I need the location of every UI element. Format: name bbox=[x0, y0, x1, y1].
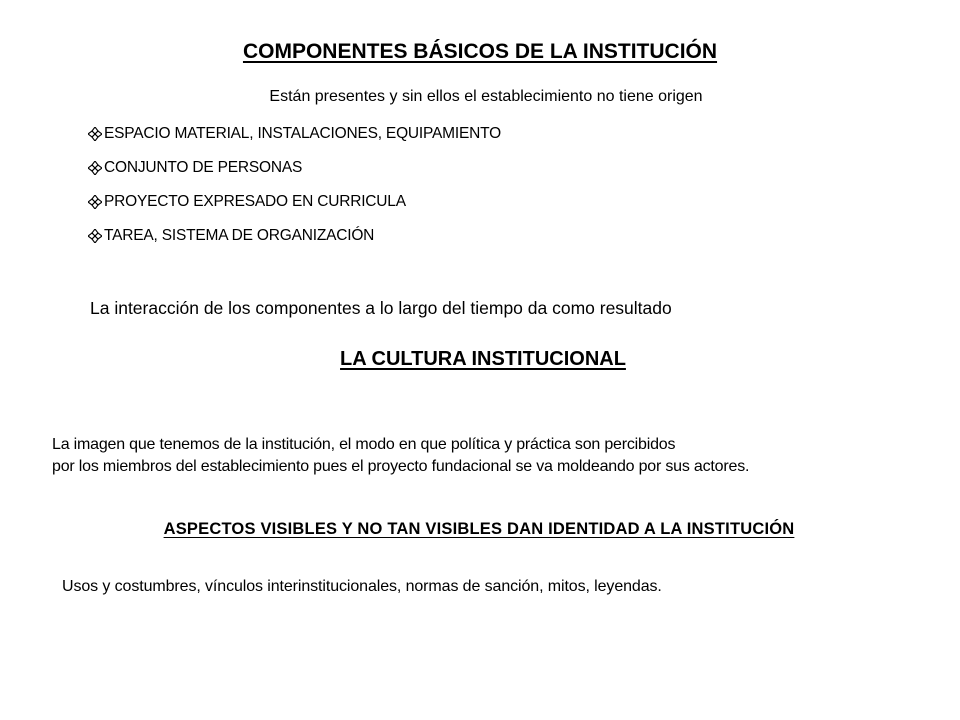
uses-text: Usos y costumbres, vínculos interinstitucionales, normas de sanción, mitos, leyendas. bbox=[62, 578, 662, 595]
image-paragraph bbox=[52, 434, 952, 478]
list-item bbox=[88, 226, 501, 260]
list-item bbox=[88, 158, 501, 192]
diamond-bullet-icon bbox=[88, 127, 102, 141]
list-item bbox=[88, 124, 501, 158]
list-item-text: TAREA, SISTEMA DE ORGANIZACIÓN bbox=[104, 227, 375, 244]
culture-title: LA CULTURA INSTITUCIONAL bbox=[340, 348, 626, 370]
image-paragraph-line-2: por los miembros del establecimiento pues el proyecto fundacional se va moldeando por sus actores. bbox=[52, 458, 750, 475]
list-item-text: PROYECTO EXPRESADO EN CURRICULA bbox=[104, 193, 406, 210]
interaction-text: La interacción de los componentes a lo largo del tiempo da como resultado bbox=[90, 298, 672, 318]
diamond-bullet-icon bbox=[88, 195, 102, 209]
diamond-bullet-icon bbox=[88, 229, 102, 243]
list-item-text: CONJUNTO DE PERSONAS bbox=[104, 159, 303, 176]
aspects-title: ASPECTOS VISIBLES Y NO TAN VISIBLES DAN IDENTIDAD A LA INSTITUCIÓN bbox=[163, 520, 795, 538]
main-title: COMPONENTES BÁSICOS DE LA INSTITUCIÓN bbox=[242, 40, 718, 63]
components-list bbox=[88, 124, 501, 260]
diamond-bullet-icon bbox=[88, 161, 102, 175]
list-item bbox=[88, 192, 501, 226]
list-item-text: ESPACIO MATERIAL, INSTALACIONES, EQUIPAMIENTO bbox=[104, 125, 501, 142]
image-paragraph-line-1: La imagen que tenemos de la institución, el modo en que política y práctica son percibidos bbox=[52, 436, 676, 453]
subtitle: Están presentes y sin ellos el establecimiento no tiene origen bbox=[269, 88, 703, 105]
